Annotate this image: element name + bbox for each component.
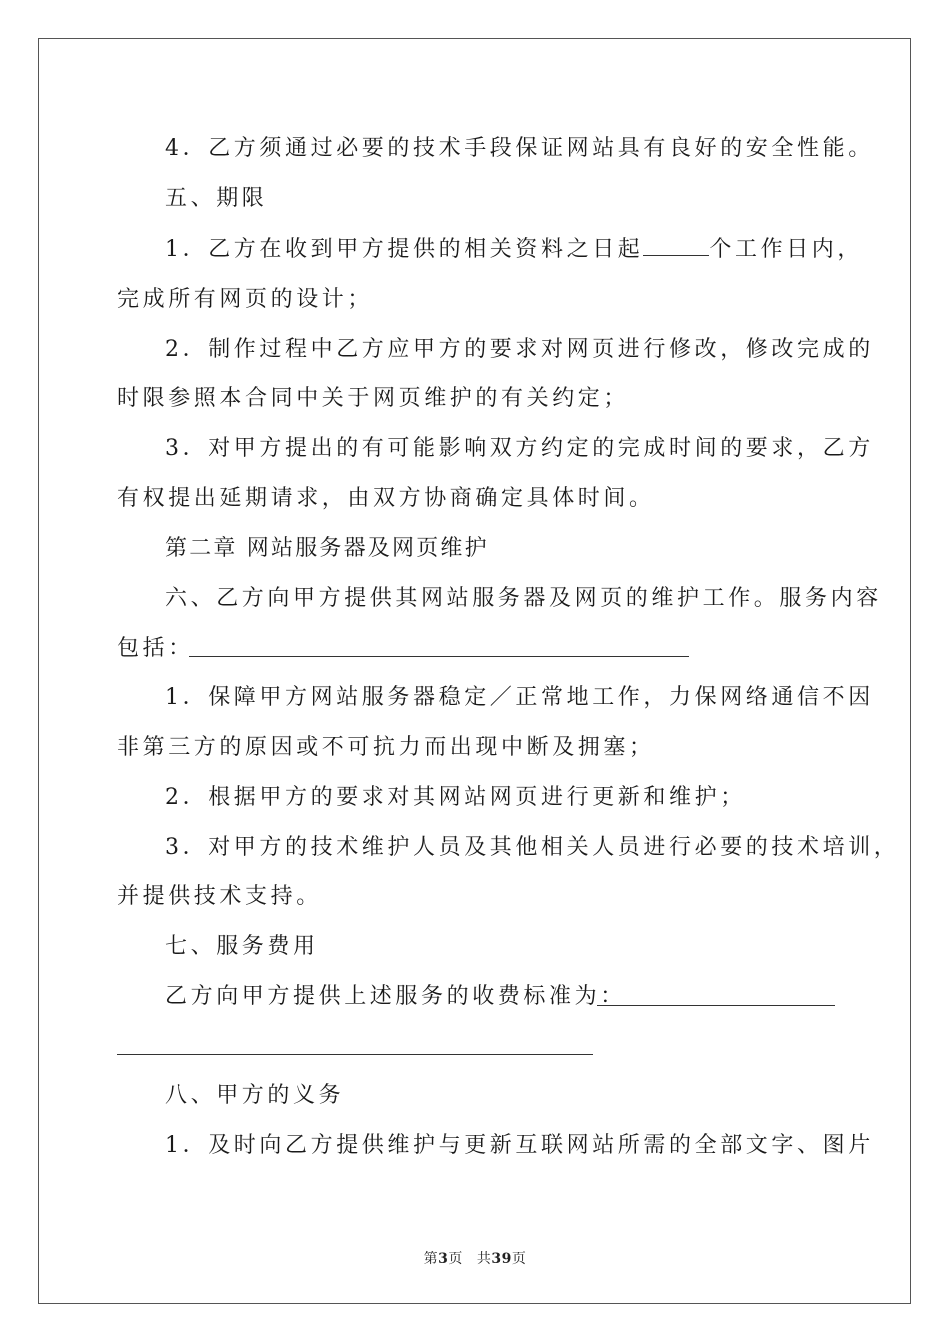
clause-6-2: 2．根据甲方的要求对其网站网页进行更新和维护； [165, 785, 746, 810]
section-5-heading: 五、期限 [165, 186, 268, 211]
chapter-2-heading: 第二章 网站服务器及网页维护 [165, 536, 489, 561]
clause-6-1-second-line: 非第三方的原因或不可抗力而出现中断及拥塞； [117, 735, 655, 760]
clause-6-1-first-line: 1．保障甲方网站服务器稳定／正常地工作，力保网络通信不因 [165, 685, 874, 710]
footer-total-pages: 39 [491, 1251, 512, 1267]
footer-total-unit: 页 [511, 1251, 527, 1267]
fee-blank-2 [117, 1054, 593, 1055]
clause-5-1-first-line [165, 235, 863, 265]
clause-5-3-first-line: 3．对甲方提出的有可能影响双方约定的完成时间的要求，乙方 [165, 436, 874, 461]
footer-total-prefix: 共 [476, 1251, 492, 1267]
days-blank [643, 254, 709, 256]
section-6-second-line: 包括： [117, 636, 194, 661]
clause-5-2-first-line: 2．制作过程中乙方应甲方的要求对网页进行修改，修改完成的 [165, 337, 874, 362]
clause-5-1-second-line: 完成所有网页的设计； [117, 287, 374, 312]
clause-6-3-first-line: 3．对甲方的技术维护人员及其他相关人员进行必要的技术培训， [165, 835, 900, 860]
clause-5-1-text-b: 个工作日内， [709, 237, 864, 262]
section-6-first-line: 六、乙方向甲方提供其网站服务器及网页的维护工作。服务内容 [165, 586, 882, 611]
clause-5-1-text-a: 1．乙方在收到甲方提供的相关资料之日起 [165, 237, 644, 262]
footer-prefix: 第 [423, 1251, 439, 1267]
clause-6-3-second-line: 并提供技术支持。 [117, 884, 322, 909]
page-footer [0, 1248, 950, 1268]
section-7-heading: 七、服务费用 [165, 934, 319, 959]
service-content-blank [189, 656, 689, 657]
clause-5-3-second-line: 有权提出延期请求，由双方协商确定具体时间。 [117, 486, 655, 511]
section-8-heading: 八、甲方的义务 [165, 1083, 345, 1108]
footer-page-unit: 页 [448, 1251, 463, 1267]
fee-standard-line: 乙方向甲方提供上述服务的收费标准为： [165, 984, 626, 1009]
footer-page-number: 3 [438, 1251, 449, 1267]
fee-blank-1 [597, 1005, 835, 1006]
clause-8-1-first-line: 1．及时向乙方提供维护与更新互联网站所需的全部文字、图片 [165, 1133, 874, 1158]
page-border [38, 38, 911, 1304]
clause-5-2-second-line: 时限参照本合同中关于网页维护的有关约定； [117, 386, 630, 411]
clause-4-security: 4．乙方须通过必要的技术手段保证网站具有良好的安全性能。 [165, 136, 874, 161]
